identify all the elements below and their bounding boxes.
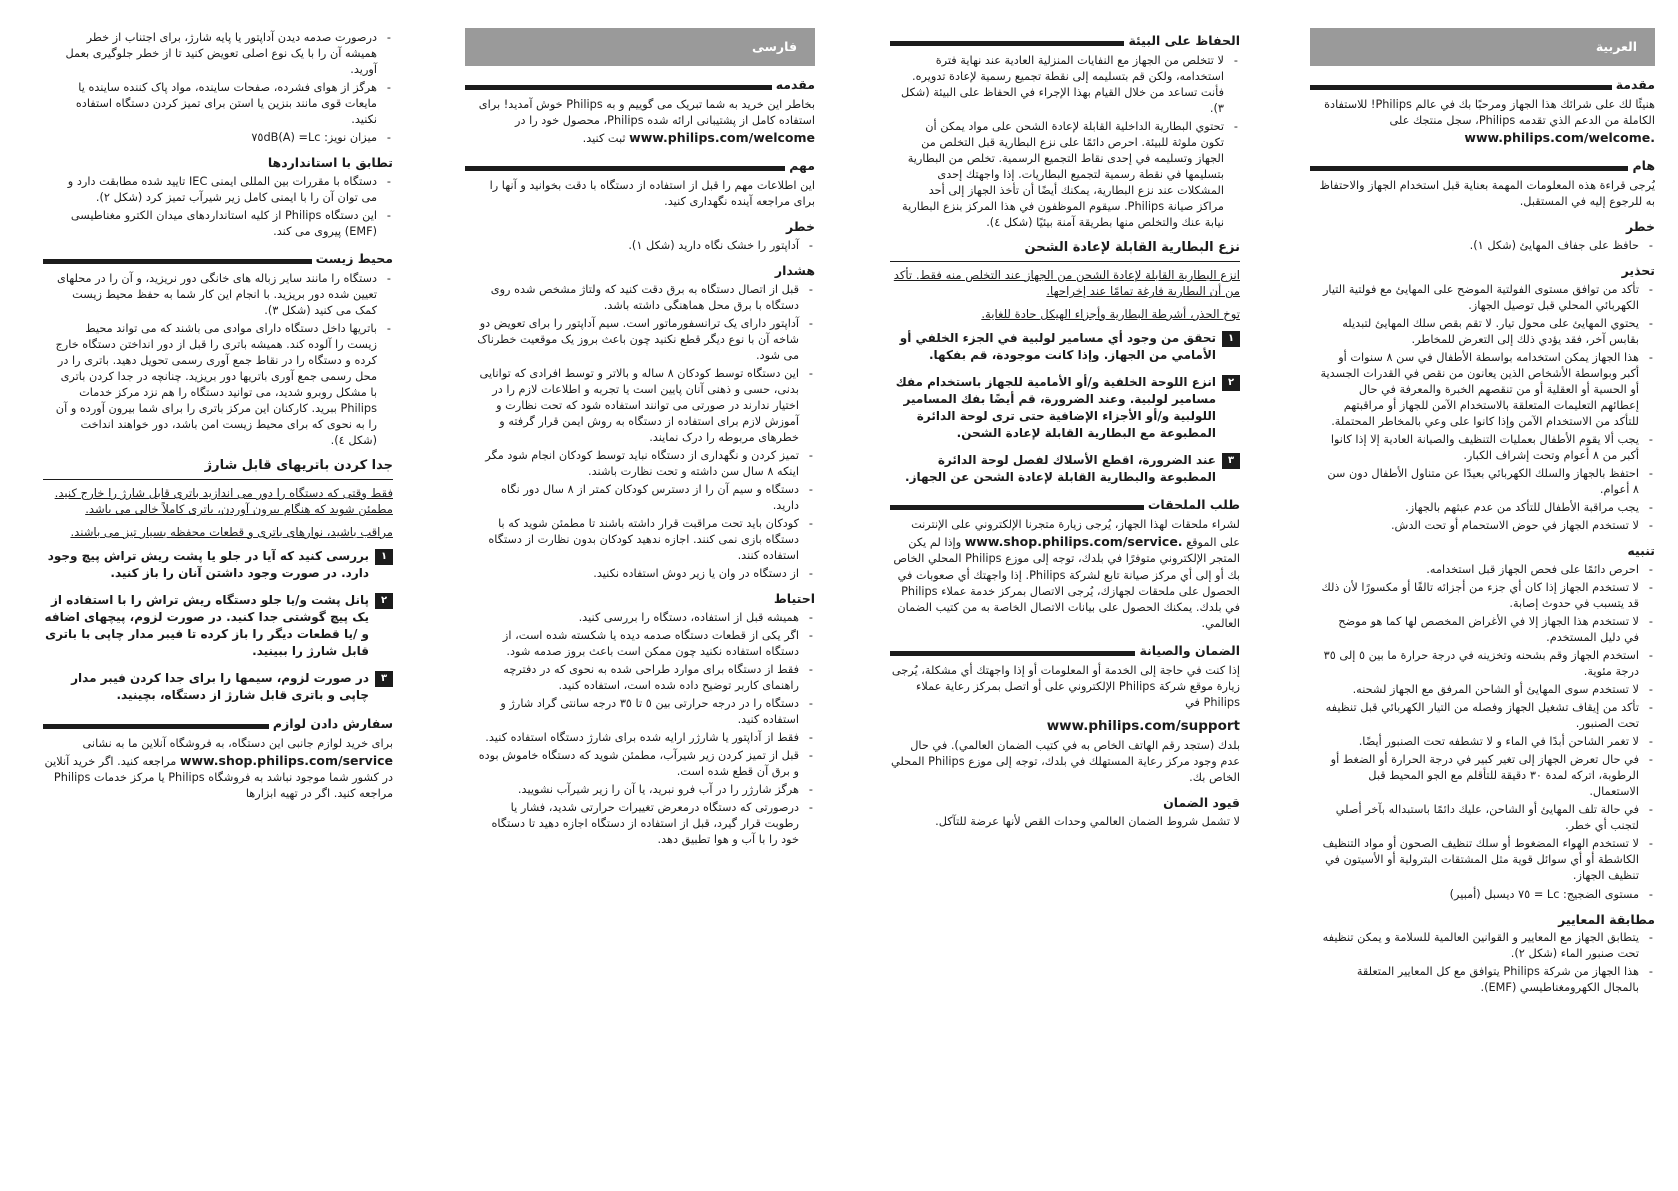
shop-url: www.shop.philips.com/service.: [964, 534, 1183, 550]
list-item: - قبل از تمیز کردن زیر شیرآب، مطمئن شوید که دستگاه خاموش بوده و برق آن قطع شده است.: [465, 748, 815, 780]
list-item: - هرگز شارژر را در آب فرو نبرید، یا آن را زیر شیرآب نشویید.: [465, 782, 815, 798]
list-item: - يجب مراقبة الأطفال للتأكد من عدم عبثهم بالجهاز.: [1310, 500, 1655, 516]
language-banner: العربية: [1310, 28, 1655, 66]
farsi-column-2: [43, 30, 393, 1180]
important-text: يُرجى قراءة هذه المعلومات المهمة بعناية قبل استخدام الجهاز والاحتفاظ به للرجوع إليه في المستقبل.: [1319, 179, 1655, 209]
list-item: - درصورت صدمه دیدن آداپتور یا پایه شارژ، برای اجتناب از خطر همیشه آن را با یک نوع اصلی تعویض کنید تا از خطر جلوگیری بعمل آورید.: [43, 30, 393, 78]
restrictions-text: لا تشمل شروط الضمان العالمي وحدات القص لأنها عرضة للتآكل.: [935, 814, 1240, 828]
section-heading-important: هام: [1310, 157, 1655, 174]
list-item: - يتطابق الجهاز مع المعايير و القوانين العالمية للسلامة و يمكن تنظيفه تحت صنبور الماء (شكل ٢).: [1310, 930, 1655, 962]
removing-note: انزع البطارية القابلة لإعادة الشحن من الجهاز عند التخلص منه فقط. تأكد من أن البطارية فارغة تمامًا عند إخراجها.: [893, 267, 1240, 299]
list-item: - دستگاه را مانند سایر زباله های خانگی دور نریزید، و آن را در محلهای تعیین شده دور بریزید. با انجام این کار شما به حفظ محیط زیست کمک می کنید (شکل ٣).: [43, 271, 393, 319]
arabic-column-2: [890, 28, 1240, 1178]
list-item: - تأكد من توافق مستوى الفولتية الموضح على المهايئ مع فولتية التيار الكهربائي المحلي قبل توصيل الجهاز.: [1310, 282, 1655, 314]
standards-list: [43, 174, 393, 240]
list-item: - همیشه قبل از استفاده، دستگاه را بررسی کنید.: [465, 610, 815, 626]
danger-heading: خطر: [1626, 219, 1655, 235]
list-item: - تحتوي البطارية الداخلية القابلة لإعادة الشحن على مواد يمكن أن تكون ملوثة للبيئة. احرص دائمًا على نزع البطارية قبل التخلص من الجهاز وتسليمه في إحدى نقاط التجميع الرسمية. تخلص من البطارية بتسليمها في نقطة رسمية لتجميع البطاريات. إذا واجهتك إحدى المشكلات عند نزع البطارية، يمكنك أيضًا أن تأخذ الجهاز إلى أحد مراكز صيانة Philips. سيقوم الموظفون في هذا المركز بنزع البطارية نيابة عنك والتخلص منها بطريقة آمنة بيئيًا (شكل ٤).: [890, 119, 1240, 231]
welcome-url: www.philips.com/welcome.: [1464, 130, 1655, 146]
list-item: - کودکان باید تحت مراقبت قرار داشته باشند تا مطمئن شوید که با دستگاه بازی نمی کنند. اجازه ندهید کودکان بدون نظارت از دستگاه استفاده کنند.: [465, 516, 815, 564]
warning-heading: تحذير: [1621, 262, 1655, 278]
list-item: - استخدم الجهاز وقم بشحنه وتخزينه في درجة حرارة ما بين ٥ إلى ٣٥ درجة مئوية.: [1310, 648, 1655, 680]
removing-battery-heading: جدا کردن باتریهای قابل شارژ: [43, 457, 393, 479]
list-item: - دستگاه را در درجه حرارتی بین ٥ تا ٣٥ درجه سانتی گراد شارژ و استفاده کنید.: [465, 696, 815, 728]
introduction-text: هنيئًا لك على شرائك هذا الجهاز ومرحبًا بك في عالم Philips! للاستفادة الكاملة من الدعم الذي تقدمه Philips، سجل منتجك على www.philips.com/welcome.: [1324, 98, 1655, 146]
list-item: - این دستگاه Philips از کلیه استانداردهای میدان الکترو مغناطیسی (EMF) پیروی می کند.: [43, 208, 393, 240]
list-item: - لا تتخلص من الجهاز مع النفايات المنزلية العادية عند نهاية فترة استخدامه، ولكن قم بتسليمه إلى نقطة تجميع رسمية لإعادة تدويره. فأنت تساعد من خلال القيام بهذا الإجراء في الحفاظ على البيئة (شكل ٣).: [890, 53, 1240, 117]
accessories-text: برای خرید لوازم جانبی این دستگاه، به فروشگاه آنلاین ما به نشانی www.shop.philips.com/service مراجعه کنید. اگر خرید آنلاین در کشور شما موجود نباشد به فروشگاه Philips یا مرکز خدمات Philips مراجعه کنید. اگر در تهیه ابزارها: [44, 736, 393, 800]
section-heading-introduction: مقدمة: [1310, 76, 1655, 93]
list-item: - لا تستخدم هذا الجهاز إلا في الأغراض المخصص لها كما هو موضح في دليل المستخدم.: [1310, 614, 1655, 646]
caution-list-continued: [43, 30, 393, 146]
removal-step: ٢ انزع اللوحة الخلفية و/أو الأمامية للجهاز باستخدام مفك مسامير لولبية. وعند الضرورة، قم أيضًا بفك المسامير اللولبية و/أو الأجزاء الإضافية حتى ترى لوحة الدائرة المطبوعة مع البطارية القابلة لإعادة الشحن.: [890, 374, 1240, 442]
removal-step: ٢ پانل پشت و/یا جلو دستگاه ریش تراش را با استفاده از یک پیچ گوشتی جدا کنید. در صورت لزوم، پیچهای اضافه و /یا قطعات دیگر را باز کرده تا فیبر مدار چاپی با باتری قابل شارژ را ببینید.: [43, 592, 393, 660]
caution-list: [1310, 562, 1655, 903]
list-item: - هرگز از هوای فشرده، صفحات ساینده، مواد پاک کننده ساینده یا مایعات قوی مانند بنزین یا استن برای تمیز کردن دستگاه استفاده نکنید.: [43, 80, 393, 128]
list-item: - لا تستخدم الجهاز إذا كان أي جزء من أجزائه تالفًا أو مكسورًا لأن ذلك قد يتسبب في حدوث إصابة.: [1310, 580, 1655, 612]
guarantee-text-2: بلدك (ستجد رقم الهاتف الخاص به في كتيب الضمان العالمي). في حال عدم وجود مركز رعاية المستهلك في بلدك، توجه إلى موزع Philips المحلي الخاص بك.: [891, 738, 1240, 784]
removing-warning: مراقب باشید، نوارهای باتری و قطعات محفظه بسیار تیز می باشند.: [70, 524, 393, 539]
warning-heading: هشدار: [774, 262, 815, 278]
list-item: - في حال تعرض الجهاز إلى تغير كبير في درجة الحرارة أو الضغط أو الرطوبة، اتركه لمدة ٣٠ دقيقة للتأقلم مع الجو المحيط قبل الاستعمال.: [1310, 752, 1655, 800]
arabic-column-1: [1310, 28, 1655, 1178]
list-item: - لا تستخدم الهواء المضغوط أو سلك تنظيف الصحون أو مواد التنظيف الكاشطة أو أي سوائل قوية مثل المشتقات البترولية أو الأسيتون في تنظيف الجهاز.: [1310, 836, 1655, 884]
list-item: - مستوى الضجيج: Lc = ٧٥ ديسبل (أمبير): [1310, 887, 1655, 903]
removal-step: ٣ عند الضرورة، اقطع الأسلاك لفصل لوحة الدائرة المطبوعة والبطارية القابلة لإعادة الشحن عن الجهاز.: [890, 452, 1240, 486]
environment-list: [890, 53, 1240, 231]
guarantee-text: إذا كنت في حاجة إلى الخدمة أو المعلومات أو إذا واجهتك أي مشكلة، يُرجى زيارة موقع شركة Philips الإلكتروني على أو اتصل بمركز رعاية عملاء Philips في: [891, 663, 1240, 709]
danger-list: [465, 238, 815, 254]
section-heading-introduction: مقدمه: [465, 76, 815, 93]
list-item: - لا تستخدم سوى المهايئ أو الشاحن المرفق مع الجهاز لشحنه.: [1310, 682, 1655, 698]
warning-list: [465, 282, 815, 583]
list-item: - لا تستخدم الجهاز في حوض الاستحمام أو تحت الدش.: [1310, 518, 1655, 534]
list-item: - تمیز کردن و نگهداری از دستگاه نباید توسط کودکان انجام شود مگر اینکه ٨ سال سن داشته و تحت نظارت باشند.: [465, 448, 815, 480]
introduction-text: بخاطر این خرید به شما تبریک می گوییم و به Philips خوش آمدید! برای استفاده کامل از پشتیبانی ارائه شده Philips، محصول خود را در www.philips.com/welcome ثبت کنید.: [478, 98, 815, 146]
list-item: - احتفظ بالجهاز والسلك الكهربائي بعيدًا عن متناول الأطفال دون سن ٨ أعوام.: [1310, 466, 1655, 498]
list-item: - اگر یکی از قطعات دستگاه صدمه دیده یا شکسته شده است، از دستگاه استفاده نکنید چون ممکن است باعث بروز صدمه شود.: [465, 628, 815, 660]
section-heading-guarantee: الضمان والصيانة: [890, 642, 1240, 659]
section-heading-important: مهم: [465, 157, 815, 174]
section-heading-environment: محیط زیست: [43, 250, 393, 267]
section-heading-accessories: سفارش دادن لوازم: [43, 715, 393, 732]
list-item: - قبل از اتصال دستگاه به برق دقت کنید که ولتاژ مشخص شده روی دستگاه با برق محل هماهنگی داشته باشد.: [465, 282, 815, 314]
list-item: - لا تغمر الشاحن أبدًا في الماء و لا تشطفه تحت الصنبور أيضًا.: [1310, 734, 1655, 750]
removal-step: ٣ در صورت لزوم، سیمها را برای جدا کردن فیبر مدار چاپی و باتری قابل شارژ از دستگاه، بچینید.: [43, 670, 393, 704]
important-text: این اطلاعات مهم را قبل از استفاده از دستگاه با دقت بخوانید و آنها را برای مراجعه آینده نگهداری کنید.: [489, 179, 815, 209]
list-item: - فقط از آداپتور یا شارژر ارایه شده برای شارژ دستگاه استفاده کنید.: [465, 730, 815, 746]
list-item: - في حالة تلف المهايئ أو الشاحن، عليك دائمًا باستبداله بآخر أصلي لتجنب أي خطر.: [1310, 802, 1655, 834]
caution-heading: احتیاط: [773, 591, 815, 607]
welcome-url: www.philips.com/welcome: [629, 130, 815, 146]
list-item: - آداپتور را خشک نگاه دارید (شکل ١).: [465, 238, 815, 254]
danger-list: [1310, 238, 1655, 254]
list-item: - يجب ألا يقوم الأطفال بعمليات التنظيف والصيانة العادية إلا إذا كانوا أكبر من ٨ أعوام وتحت إشراف الكبار.: [1310, 432, 1655, 464]
list-item: - آداپتور دارای یک ترانسفورماتور است. سیم آداپتور را برای تعویض دو شاخه آن با نوع دیگر قطع نکنید چون باعث بروز یک موقعیت خطرناک می شود.: [465, 316, 815, 364]
list-item: - درصورتی که دستگاه درمعرض تغییرات حرارتی شدید، فشار یا رطوبت قرار گیرد، قبل از استفاده از دستگاه اجازه دهید تا دستگاه خود را با آب و هوا تطبیق دهد.: [465, 800, 815, 848]
list-item: - از دستگاه در وان یا زیر دوش استفاده نکنید.: [465, 566, 815, 582]
list-item: - فقط از دستگاه برای موارد طراحی شده به نحوی که در دفترچه راهنمای کاربر توضیح داده شده است، استفاده کنید.: [465, 662, 815, 694]
list-item: - میزان نویز: Lc= ٧٥dB(A): [43, 130, 393, 146]
environment-list: [43, 271, 393, 449]
support-url: www.philips.com/support: [1046, 717, 1240, 734]
language-banner: فارسی: [465, 28, 815, 66]
list-item: - حافظ على جفاف المهايئ (شكل ١).: [1310, 238, 1655, 254]
standards-heading: تطابق با استانداردها: [267, 155, 393, 171]
list-item: - این دستگاه توسط کودکان ٨ ساله و بالاتر و توسط افرادی که توانایی بدنی، حسی و ذهنی آنان پایین است یا تجربه و اطلاعات لازم را در اختیار ندارند در صورتی می توانند استفاده شود که تحت نظارت و آموزش لازم برای استفاده از دستگاه به روش ایمن قرار گرفته و خطرهای مربوطه را درک نمایند.: [465, 366, 815, 446]
caution-heading: تنبيه: [1627, 543, 1655, 559]
removal-step: ١ بررسی کنید که آیا در جلو یا پشت ریش تراش پیچ وجود دارد. در صورت وجود داشتن آنان را باز کنید.: [43, 548, 393, 582]
list-item: - هذا الجهاز من شركة Philips يتوافق مع كل المعايير المتعلقة بالمجال الكهرومغناطيسي (EMF).: [1310, 964, 1655, 996]
caution-list: [465, 610, 815, 848]
list-item: - دستگاه با مقررات بین المللی ایمنی IEC تایید شده مطابقت دارد و می توان آن را با ایمنی کامل زیر شیرآب تمیز کرد (شکل ٢).: [43, 174, 393, 206]
removing-battery-heading: نزع البطارية القابلة لإعادة الشحن: [890, 239, 1240, 261]
shop-url: www.shop.philips.com/service: [179, 752, 393, 768]
list-item: - تأكد من إيقاف تشغيل الجهاز وفصله من التيار الكهربائي قبل تنظيفه تحت الصنبور.: [1310, 700, 1655, 732]
list-item: - هذا الجهاز يمكن استخدامه بواسطة الأطفال في سن ٨ سنوات أو أكبر وبواسطة الأشخاص الذين يعانون من نقص في القدرات الجسدية أو الحسية أو العقلية أو من تنقصهم الخبرة والمعرفة في حال إعطائهم التعليمات المتعلقة بالاستخدام الآمن للجهاز أو مراقبتهم للتأكد من الاستخدام الآمن وإذا كانوا على وعي بالمخاطر المحتملة.: [1310, 350, 1655, 430]
list-item: - دستگاه و سیم آن را از دسترس کودکان کمتر از ٨ سال دور نگاه دارید.: [465, 482, 815, 514]
farsi-column-1: [465, 28, 815, 1178]
standards-list: [1310, 930, 1655, 996]
restrictions-heading: قيود الضمان: [1163, 794, 1240, 810]
removing-warning: توخ الحذر، أشرطة البطارية وأجزاء الهيكل حادة للغاية.: [981, 306, 1240, 321]
section-heading-environment: الحفاظ على البيئة: [890, 32, 1240, 49]
danger-heading: خطر: [786, 219, 815, 235]
list-item: - باتریها داخل دستگاه دارای موادی می باشند که می تواند محیط زیست را آلوده کند. همیشه باتری را قبل از دور انداختن دستگاه خارج کرده و دستگاه را در نقاط جمع آوری رسمی تحویل دهید. باتری را در محل رسمی جمع آوری باتریها دور بریزید. چنانچه در جدا کردن باتری با مشکل روبرو شدید، می توانید دستگاه را هم نزد مرکز خدمات Philips ببرید. کارکنان این مرکز باتری را برای شما بیرون آورده و آن را به نحوی که برای محیط زیست امن باشد، دور خواهند انداخت (شکل ٤).: [43, 321, 393, 449]
list-item: - احرص دائمًا على فحص الجهاز قبل استخدامه.: [1310, 562, 1655, 578]
list-item: - يحتوي المهايئ على محول تيار. لا تقم بقص سلك المهايئ لتبديله بقابس آخر، فقد يؤدي ذلك إلى التعرض للمخاطر.: [1310, 316, 1655, 348]
warning-list: [1310, 282, 1655, 534]
standards-heading: مطابقة المعايير: [1558, 911, 1655, 927]
accessories-text: لشراء ملحقات لهذا الجهاز، يُرجى زيارة متجرنا الإلكتروني على الإنترنت على الموقع www.shop.philips.com/service. وإذا لم يكن المتجر الإلكتروني متوفرًا في بلدك، توجه إلى موزع Philips المحلي الخاص بك أو إلى أي مركز صيانة تابع لشركة Philips. إذا واجهتك أي صعوبات في الحصول على ملحقات لجهازك، يُرجى الاتصال بمركز خدمة عملاء Philips في بلدك. يمكنك الحصول على بيانات الاتصال الخاصة به من كتيب الضمان العالمي.: [893, 518, 1240, 630]
section-heading-accessories: طلب الملحقات: [890, 496, 1240, 513]
removal-step: ١ تحقق من وجود أي مسامير لولبية في الجزء الخلفي أو الأمامي من الجهاز. وإذا كانت موجودة، قم بفكها.: [890, 330, 1240, 364]
removing-note: فقط وقتی که دستگاه را دور می اندازید باتری قابل شارژ را خارج کنید. مطمئن شوید که هنگام بیرون آوردن، باتری کاملاً خالی می باشد.: [54, 485, 393, 517]
